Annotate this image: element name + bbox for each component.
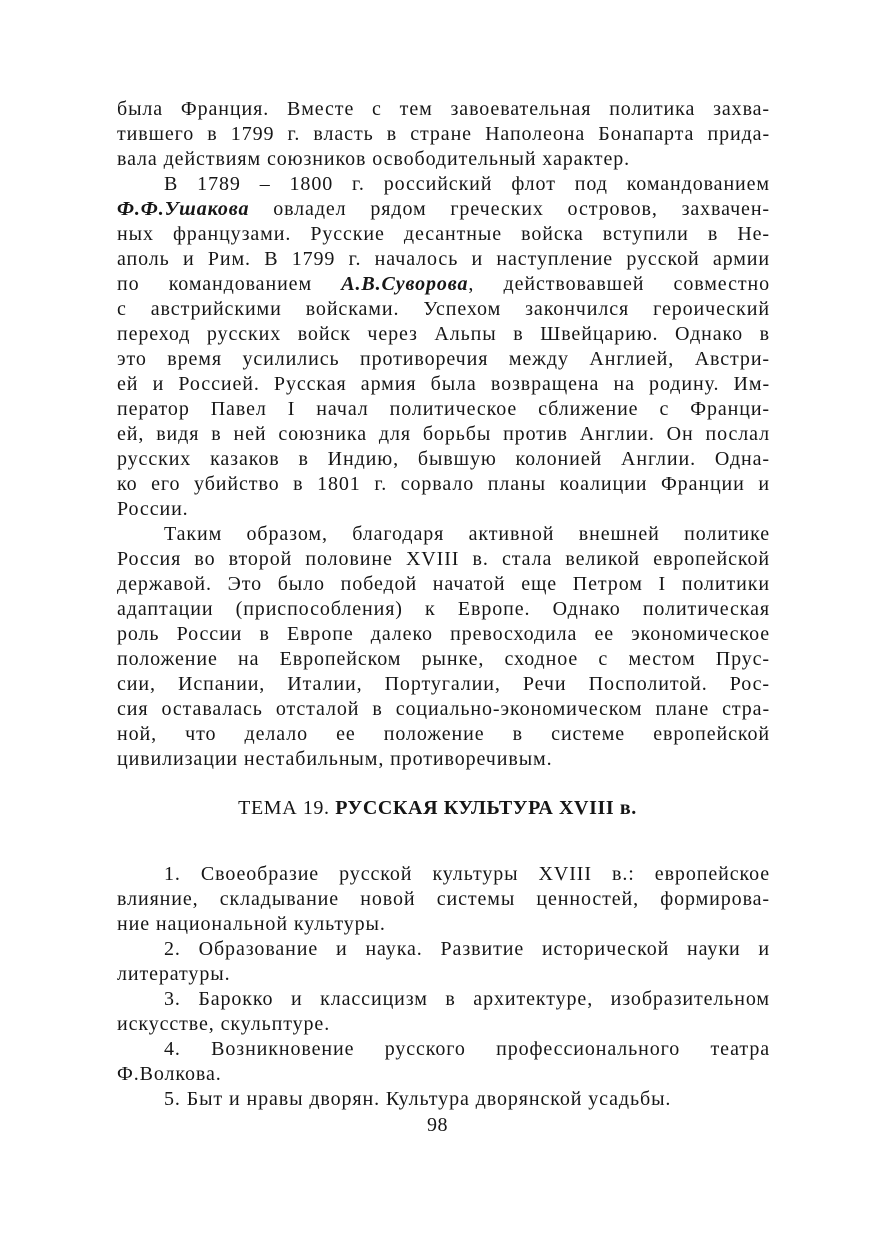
text-line: тившего в 1799 г. власть в стране Наполеона Бонапарта прида- [117, 123, 770, 145]
list-item-line: литературы. [117, 963, 231, 985]
text-line: ной, что делало ее положение в системе европейской [117, 723, 770, 745]
text-fragment: , действовавшей совместно [468, 273, 770, 295]
person-name-suvorov: А.В.Суворова [341, 273, 469, 295]
topic-heading [0, 795, 875, 821]
text-fragment: по командованием [117, 273, 342, 295]
text-line: В 1789 – 1800 г. российский флот под командованием [164, 173, 770, 195]
text-line: цивилизации нестабильным, противоречивым. [117, 748, 553, 770]
text-line: сии, Испании, Италии, Португалии, Речи Посполитой. Рос- [117, 673, 770, 695]
text-line: была Франция. Вместе с тем завоевательная политика захва- [117, 98, 770, 120]
list-item-line: влияние, складывание новой системы ценностей, формирова- [117, 888, 770, 910]
text-line: это время усилились противоречия между Англией, Австри- [117, 348, 770, 370]
text-line: русских казаков в Индию, бывшую колонией Англии. Одна- [117, 448, 770, 470]
list-item-line: искусстве, скульптуре. [117, 1013, 331, 1035]
page-number: 98 [427, 1114, 448, 1136]
text-line: переход русских войск через Альпы в Швейцарию. Однако в [117, 323, 770, 345]
text-line: Таким образом, благодаря активной внешней политике [164, 523, 770, 545]
text-line: роль России в Европе далеко превосходила ее экономическое [117, 623, 770, 645]
text-line: державой. Это было победой начатой еще Петром I политики [117, 573, 770, 595]
text-line: ей и Россией. Русская армия была возвращена на родину. Им- [117, 373, 770, 395]
text-line: сия оставалась отсталой в социально-экономическом плане стра- [117, 698, 770, 720]
text-line: адаптации (приспособления) к Европе. Однако политическая [117, 598, 770, 620]
text-line: ператор Павел I начал политическое сближение с Франци- [117, 398, 770, 420]
text-line: ей, видя в ней союзника для борьбы против Англии. Он послал [117, 423, 770, 445]
list-item-line: ние национальной культуры. [117, 913, 386, 935]
text-line: ных французами. Русские десантные войска вступили в Не- [117, 223, 770, 245]
list-item-line: 2. Образование и наука. Развитие исторической науки и [164, 938, 770, 960]
list-item-line: 4. Возникновение русского профессионального театра [164, 1038, 770, 1060]
text-line: положение на Европейском рынке, сходное с местом Прус- [117, 648, 770, 670]
person-name-ushakov: Ф.Ф.Ушакова [117, 198, 250, 220]
text-line: России. [117, 498, 189, 520]
text-line: ко его убийство в 1801 г. сорвало планы коалиции Франции и [117, 473, 770, 495]
list-item-line: 3. Барокко и классицизм в архитектуре, изобразительном [164, 988, 770, 1010]
text-line [117, 271, 770, 297]
text-line: вала действиям союзников освободительный характер. [117, 148, 631, 170]
text-line: с австрийскими войсками. Успехом закончился героический [117, 298, 770, 320]
text-fragment: овладел рядом греческих островов, захвачен- [249, 198, 770, 220]
text-line: аполь и Рим. В 1799 г. началось и наступление русской армии [117, 248, 770, 270]
list-item-line: Ф.Волкова. [117, 1063, 222, 1085]
topic-title: РУССКАЯ КУЛЬТУРА XVIII в. [335, 797, 637, 819]
text-line: Россия во второй половине XVIII в. стала великой европейской [117, 548, 770, 570]
list-item-line: 5. Быт и нравы дворян. Культура дворянской усадьбы. [164, 1088, 672, 1110]
text-line [117, 196, 770, 222]
list-item-line: 1. Своеобразие русской культуры XVIII в.: европейское [164, 863, 770, 885]
topic-prefix: ТЕМА 19. [238, 797, 336, 819]
